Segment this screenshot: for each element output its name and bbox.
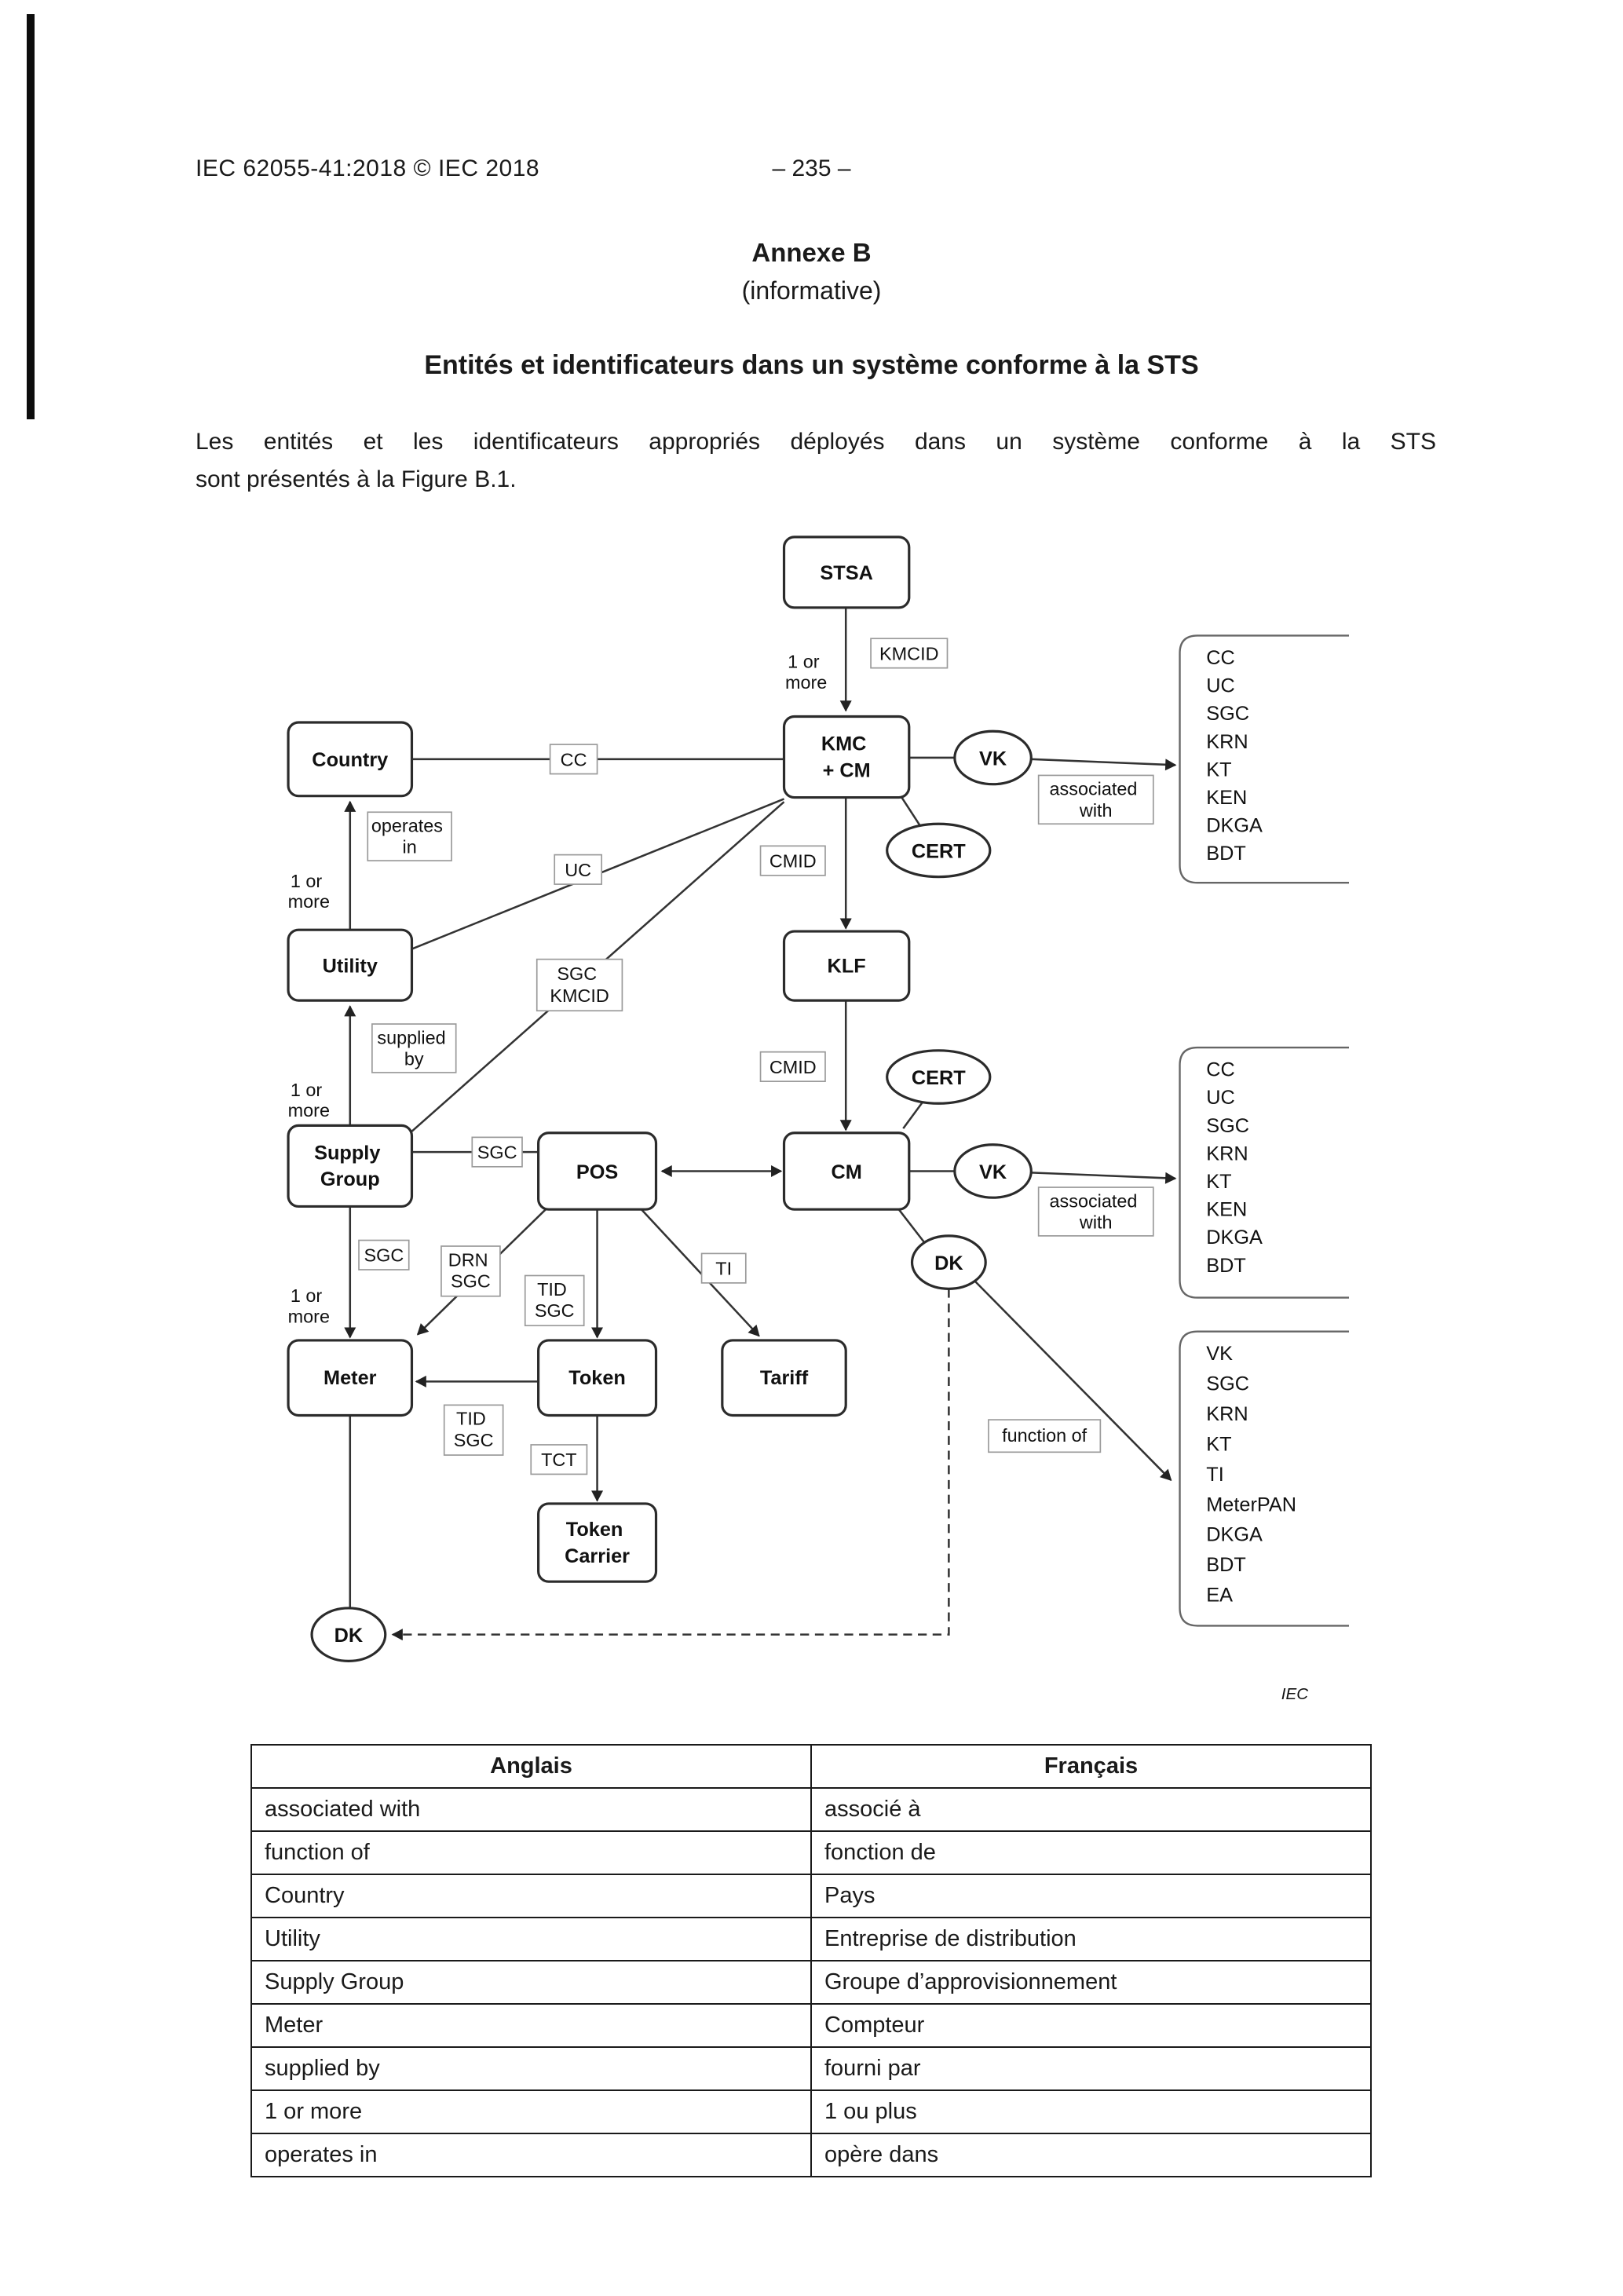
svg-text:CC: CC <box>1206 646 1235 669</box>
svg-text:UC: UC <box>565 859 592 880</box>
identifier-list-mid <box>1206 1059 1263 1277</box>
table-row <box>251 2047 1371 2090</box>
identifier-list-bottom <box>1206 1343 1296 1606</box>
section-heading: Entités et identificateurs dans un système conforme à la STS <box>424 350 1199 380</box>
svg-text:SGC: SGC <box>1206 703 1250 726</box>
svg-text:MeterPAN: MeterPAN <box>1206 1493 1296 1516</box>
svg-text:KMCID: KMCID <box>879 643 939 664</box>
label-tct <box>531 1445 587 1474</box>
svg-text:DKGA: DKGA <box>1206 1523 1263 1546</box>
svg-text:Token Carrier: Token Carrier <box>565 1519 631 1567</box>
svg-text:function of: function of <box>1002 1425 1087 1446</box>
identifier-list-top <box>1206 647 1263 865</box>
table-cell: Compteur <box>811 2004 1371 2047</box>
annex-subtitle: (informative) <box>741 276 882 305</box>
node-utility <box>288 930 411 1000</box>
svg-text:Meter: Meter <box>324 1367 377 1390</box>
node-pos <box>539 1133 656 1209</box>
identifier-bracket-mid <box>1180 1047 1349 1298</box>
table-cell: Meter <box>251 2004 811 2047</box>
translation-table <box>250 1744 1372 2177</box>
table-cell: operates in <box>251 2133 811 2177</box>
node-country <box>288 722 411 796</box>
svg-text:CMID: CMID <box>769 1056 817 1077</box>
svg-text:KT: KT <box>1206 1433 1232 1456</box>
svg-text:UC: UC <box>1206 1087 1235 1110</box>
svg-text:VK: VK <box>979 1161 1007 1183</box>
label-one-or-more-country: 1 or more <box>287 870 330 912</box>
document-reference: IEC 62055-41:2018 © IEC 2018 <box>196 155 540 181</box>
label-one-or-more-top: 1 or more <box>784 651 828 693</box>
svg-text:TI: TI <box>715 1258 733 1279</box>
node-cm <box>784 1133 909 1209</box>
table-cell: 1 ou plus <box>811 2090 1371 2133</box>
svg-text:KEN: KEN <box>1206 786 1248 809</box>
table-cell: Pays <box>811 1874 1371 1918</box>
table-row <box>251 2133 1371 2177</box>
table-cell: Country <box>251 1874 811 1918</box>
table-cell: fourni par <box>811 2047 1371 2090</box>
label-sgc-kmcid <box>537 960 623 1011</box>
table-row <box>251 1961 1371 2004</box>
svg-text:SGC KMCID: SGC KMCID <box>550 963 609 1006</box>
label-operates-in <box>367 812 451 861</box>
table-row <box>251 1918 1371 1961</box>
connector-lines <box>350 608 1175 1635</box>
table-row <box>251 2004 1371 2047</box>
svg-text:Supply Group: Supply Group <box>314 1142 381 1191</box>
svg-text:BDT: BDT <box>1206 1254 1246 1277</box>
table-row <box>251 2090 1371 2133</box>
svg-text:TID SGC: TID SGC <box>534 1278 575 1321</box>
svg-text:Country: Country <box>312 749 389 772</box>
svg-text:BDT: BDT <box>1206 1554 1246 1577</box>
label-supplied-by <box>372 1024 456 1073</box>
table-cell: supplied by <box>251 2047 811 2090</box>
table-row <box>251 1788 1371 1831</box>
node-cert-mid <box>887 1051 990 1103</box>
table-cell: Groupe d’approvisionnement <box>811 1961 1371 2004</box>
figure-b1-diagram <box>243 522 1361 1714</box>
svg-text:TCT: TCT <box>541 1450 577 1471</box>
svg-text:STSA: STSA <box>820 562 873 585</box>
svg-text:SGC: SGC <box>1206 1373 1250 1395</box>
node-token-carrier <box>539 1504 656 1581</box>
table-cell: fonction de <box>811 1831 1371 1874</box>
column-header-francais: Français <box>811 1745 1371 1788</box>
svg-text:associated with: associated with <box>1049 778 1138 821</box>
svg-text:Token: Token <box>568 1367 626 1390</box>
label-cc <box>550 744 598 773</box>
svg-text:SGC: SGC <box>1206 1114 1250 1137</box>
svg-text:POS: POS <box>576 1161 619 1183</box>
svg-text:KRN: KRN <box>1206 730 1248 753</box>
svg-text:DKGA: DKGA <box>1206 814 1263 837</box>
svg-text:BDT: BDT <box>1206 843 1246 865</box>
svg-text:KRN: KRN <box>1206 1403 1248 1426</box>
svg-text:CC: CC <box>560 749 587 770</box>
label-one-or-more-supply: 1 or more <box>287 1285 330 1327</box>
annex-title: Annexe B <box>751 238 872 267</box>
label-function-of <box>989 1420 1100 1452</box>
label-sgc-meter <box>359 1241 409 1270</box>
node-dk-bottom <box>312 1608 386 1661</box>
label-kmcid <box>871 638 947 667</box>
figure-credit: IEC <box>1281 1685 1309 1704</box>
label-tid-sgc-meter <box>444 1405 503 1455</box>
label-uc <box>554 855 601 884</box>
svg-text:DKGA: DKGA <box>1206 1227 1263 1249</box>
svg-text:CERT: CERT <box>911 1066 966 1089</box>
label-tid-sgc-token <box>525 1275 584 1325</box>
svg-text:VK: VK <box>1206 1343 1233 1366</box>
identifier-bracket-bottom <box>1180 1332 1349 1626</box>
svg-text:DK: DK <box>334 1625 364 1647</box>
table-cell: function of <box>251 1831 811 1874</box>
svg-text:CERT: CERT <box>911 840 966 863</box>
node-vk-top <box>955 731 1031 784</box>
table-cell: Supply Group <box>251 1961 811 2004</box>
svg-text:SGC: SGC <box>364 1245 404 1266</box>
svg-text:CMID: CMID <box>769 850 817 872</box>
node-stsa <box>784 537 909 608</box>
svg-text:TI: TI <box>1206 1463 1224 1486</box>
node-token <box>539 1340 656 1416</box>
svg-text:Tariff: Tariff <box>759 1367 809 1390</box>
label-cmid-mid <box>761 1052 825 1081</box>
svg-text:KEN: KEN <box>1206 1198 1248 1221</box>
svg-text:VK: VK <box>979 748 1007 770</box>
table-cell: associated with <box>251 1788 811 1831</box>
svg-text:KLF: KLF <box>827 955 866 978</box>
node-dk-mid <box>912 1236 986 1289</box>
svg-text:UC: UC <box>1206 675 1235 697</box>
table-cell: Entreprise de distribution <box>811 1918 1371 1961</box>
table-row <box>251 1874 1371 1918</box>
node-klf <box>784 931 909 1000</box>
table-row <box>251 1831 1371 1874</box>
label-cmid-top <box>761 846 825 875</box>
label-associated-with-top <box>1039 775 1153 824</box>
svg-text:SGC: SGC <box>477 1142 517 1163</box>
table-cell: 1 or more <box>251 2090 811 2133</box>
node-vk-mid <box>955 1145 1031 1197</box>
svg-text:KT: KT <box>1206 1171 1232 1193</box>
label-one-or-more-utility: 1 or more <box>287 1079 330 1121</box>
page-number: – 235 – <box>772 155 851 181</box>
table-cell: Utility <box>251 1918 811 1961</box>
label-sgc-pos <box>472 1137 522 1166</box>
table-cell: associé à <box>811 1788 1371 1831</box>
label-ti <box>702 1253 746 1282</box>
node-cert-top <box>887 824 990 876</box>
svg-text:CC: CC <box>1206 1058 1235 1081</box>
column-header-anglais: Anglais <box>251 1745 811 1788</box>
svg-text:KMC + CM: KMC + CM <box>821 733 871 782</box>
svg-text:DK: DK <box>934 1252 963 1274</box>
svg-text:associated with: associated with <box>1049 1190 1138 1233</box>
svg-text:DRN SGC: DRN SGC <box>448 1249 491 1292</box>
svg-text:operates in: operates in <box>371 815 443 857</box>
intro-paragraph <box>196 423 1436 499</box>
svg-text:Utility: Utility <box>322 955 378 978</box>
svg-text:CM: CM <box>831 1161 862 1183</box>
intro-line-1: Les entités et les identificateurs appropriés déployés dans un système conforme à la STS <box>196 429 1436 455</box>
node-tariff <box>722 1340 846 1416</box>
node-supply-group <box>288 1125 411 1206</box>
node-kmc-cm <box>784 716 909 797</box>
identifier-bracket-top <box>1180 635 1349 883</box>
table-cell: opère dans <box>811 2133 1371 2177</box>
svg-text:KT: KT <box>1206 759 1232 781</box>
label-drn-sgc <box>441 1246 500 1296</box>
table-header-row <box>251 1745 1371 1788</box>
svg-text:EA: EA <box>1206 1584 1233 1607</box>
svg-text:TID SGC: TID SGC <box>453 1408 494 1450</box>
node-meter <box>288 1340 411 1416</box>
label-associated-with-mid <box>1039 1187 1153 1236</box>
svg-text:KRN: KRN <box>1206 1143 1248 1165</box>
intro-line-2: sont présentés à la Figure B.1. <box>196 466 517 492</box>
svg-text:supplied by: supplied by <box>377 1027 446 1069</box>
